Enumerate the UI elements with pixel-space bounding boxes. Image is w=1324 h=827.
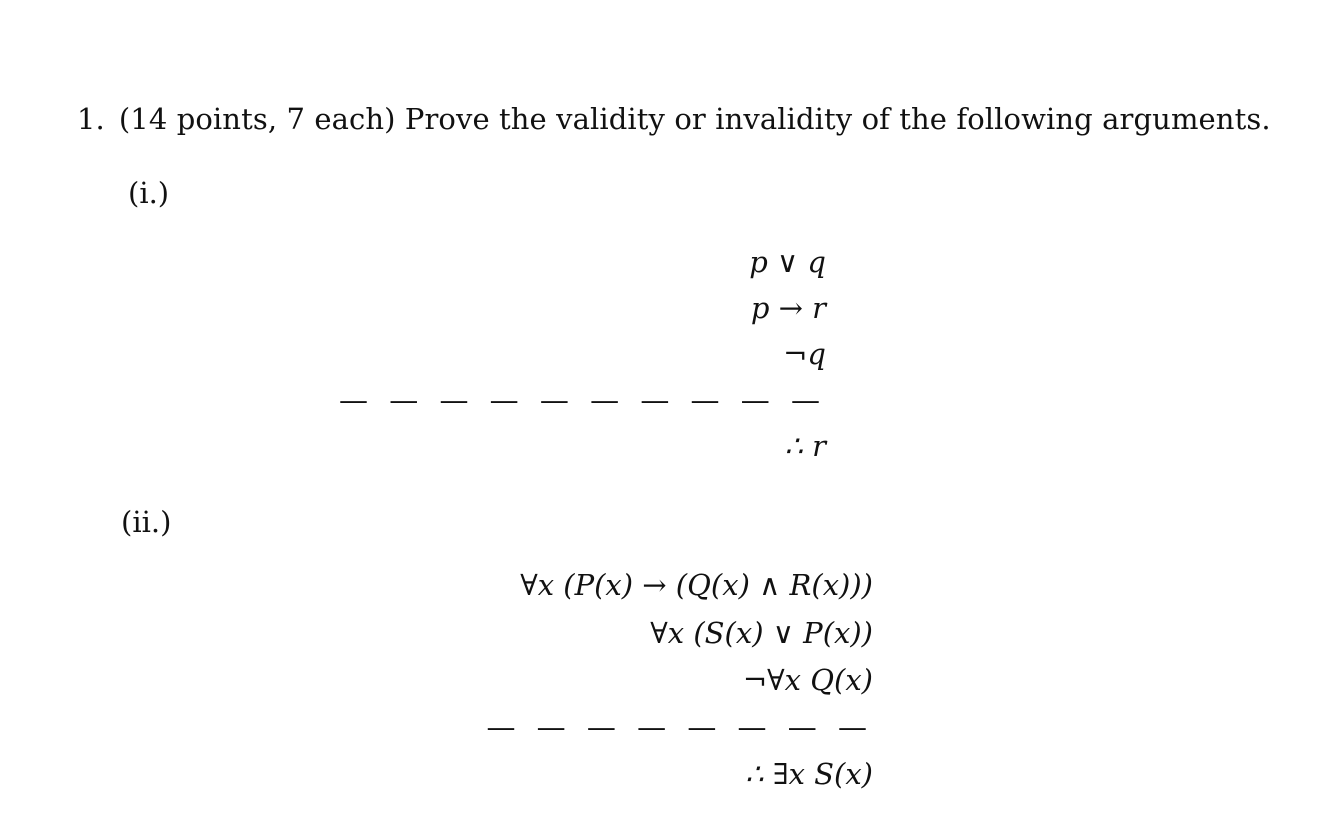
- part-ii-separator: — — — — — — — —: [486, 710, 873, 744]
- part-i-premise-1: p ∨ q: [749, 245, 826, 279]
- part-i-premise-3: ¬q: [783, 337, 826, 371]
- part-i-label: (i.): [128, 176, 170, 210]
- part-ii-premise-1: ∀x (P(x) → (Q(x) ∧ R(x))): [520, 568, 873, 602]
- part-i-separator: — — — — — — — — — —: [339, 383, 826, 417]
- part-ii-conclusion: ∴ ∃x S(x): [745, 757, 873, 791]
- problem-number: 1.: [77, 102, 105, 136]
- part-ii-premise-3: ¬∀x Q(x): [742, 663, 873, 697]
- part-i-conclusion: ∴ r: [784, 429, 826, 463]
- part-ii-premise-2: ∀x (S(x) ∨ P(x)): [650, 616, 873, 650]
- problem-header: [77, 102, 1271, 136]
- problem-text: (14 points, 7 each) Prove the validity or invalidity of the following arguments.: [118, 102, 1271, 136]
- part-ii-label: (ii.): [121, 505, 172, 539]
- part-i-premise-2: p → r: [750, 291, 826, 325]
